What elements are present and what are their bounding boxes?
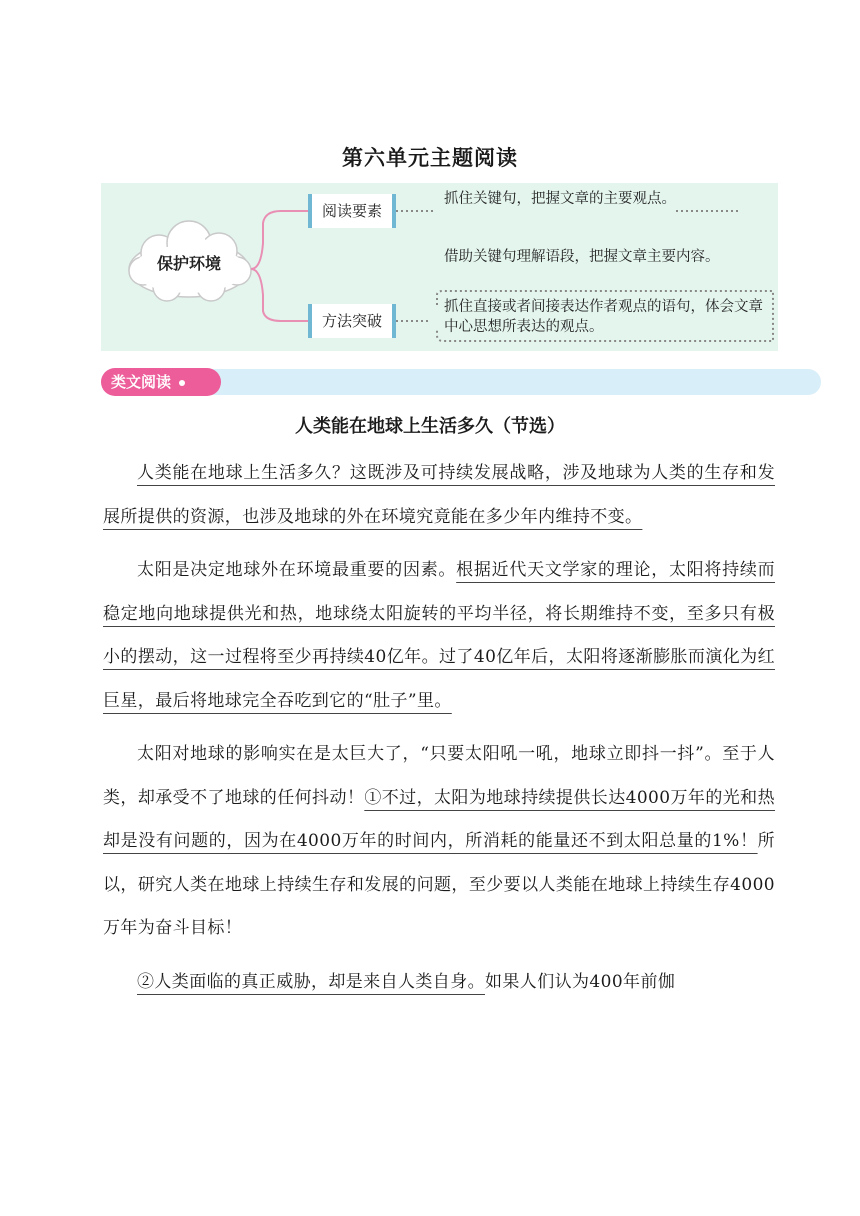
mind-map: [101, 183, 778, 351]
section-tag: [101, 368, 221, 396]
article-body: [103, 452, 775, 1014]
reading-item: 抓住关键句，把握文章的主要观点。: [444, 191, 676, 207]
paragraph-3: [103, 733, 775, 951]
underlined-text: 人类能在地球上生活多久？这既涉及可持续发展战略，涉及地球为人类的生存和发展所提供的资源，也涉及地球的外在环境究竟能在多少年内维持不变。: [103, 463, 775, 527]
paragraph-1: [103, 452, 775, 539]
page-title: 第六单元主题阅读: [342, 146, 518, 170]
paragraph-text: 太阳是决定地球外在环境最重要的因素。: [137, 560, 457, 580]
underlined-sentence-1: ①不过，太阳为地球持续提供长达4000万年的光和热却是没有问题的，因为在4000万年的时间内，所消耗的能量还不到太阳总量的1%！: [103, 787, 776, 851]
method-item-2: 抓住直接或者间接表达作者观点的语句，体会文章中心思想所表达的观点。: [444, 299, 763, 335]
method-item-1: 借助关键句理解语段，把握文章主要内容。: [444, 249, 720, 265]
paragraph-4: [103, 961, 775, 1005]
underlined-text: 根据近代天文学家的理论，太阳将持续而稳定地向地球提供光和热，地球绕太阳旋转的平均半径，将长期维持不变，至多只有极小的摆动，这一过程将至少再持续40亿年。过了40亿年后，太阳将逐渐膨胀而演化为红巨星，最后将地球完全吞吃到它的“肚子”里。: [103, 560, 776, 711]
mind-map-center: 保护环境: [156, 254, 221, 273]
branch-reading-box: 阅读要素: [308, 194, 396, 228]
paragraph-text: 所以，研究人类在地球上持续生存和发展的问题，至少要以人类能在地球上持续生存4000万年为奋斗目标！: [103, 831, 775, 938]
paragraph-text: 太阳对地球的影响实在是太巨大了，“只要太阳吼一吼，地球立即抖一抖”。至于人类，却承受不了地球的任何抖动！: [103, 744, 775, 808]
underlined-sentence-2: ②人类面临的真正威胁，却是来自人类自身。: [137, 971, 485, 992]
paragraph-text: 如果人们认为400年前伽: [485, 971, 676, 992]
dot-icon: [179, 380, 185, 386]
section-label: 类文阅读: [111, 373, 172, 391]
article-title: 人类能在地球上生活多久（节选）: [295, 416, 565, 437]
paragraph-2: [103, 549, 775, 723]
branch-method-box: 方法突破: [308, 304, 396, 338]
